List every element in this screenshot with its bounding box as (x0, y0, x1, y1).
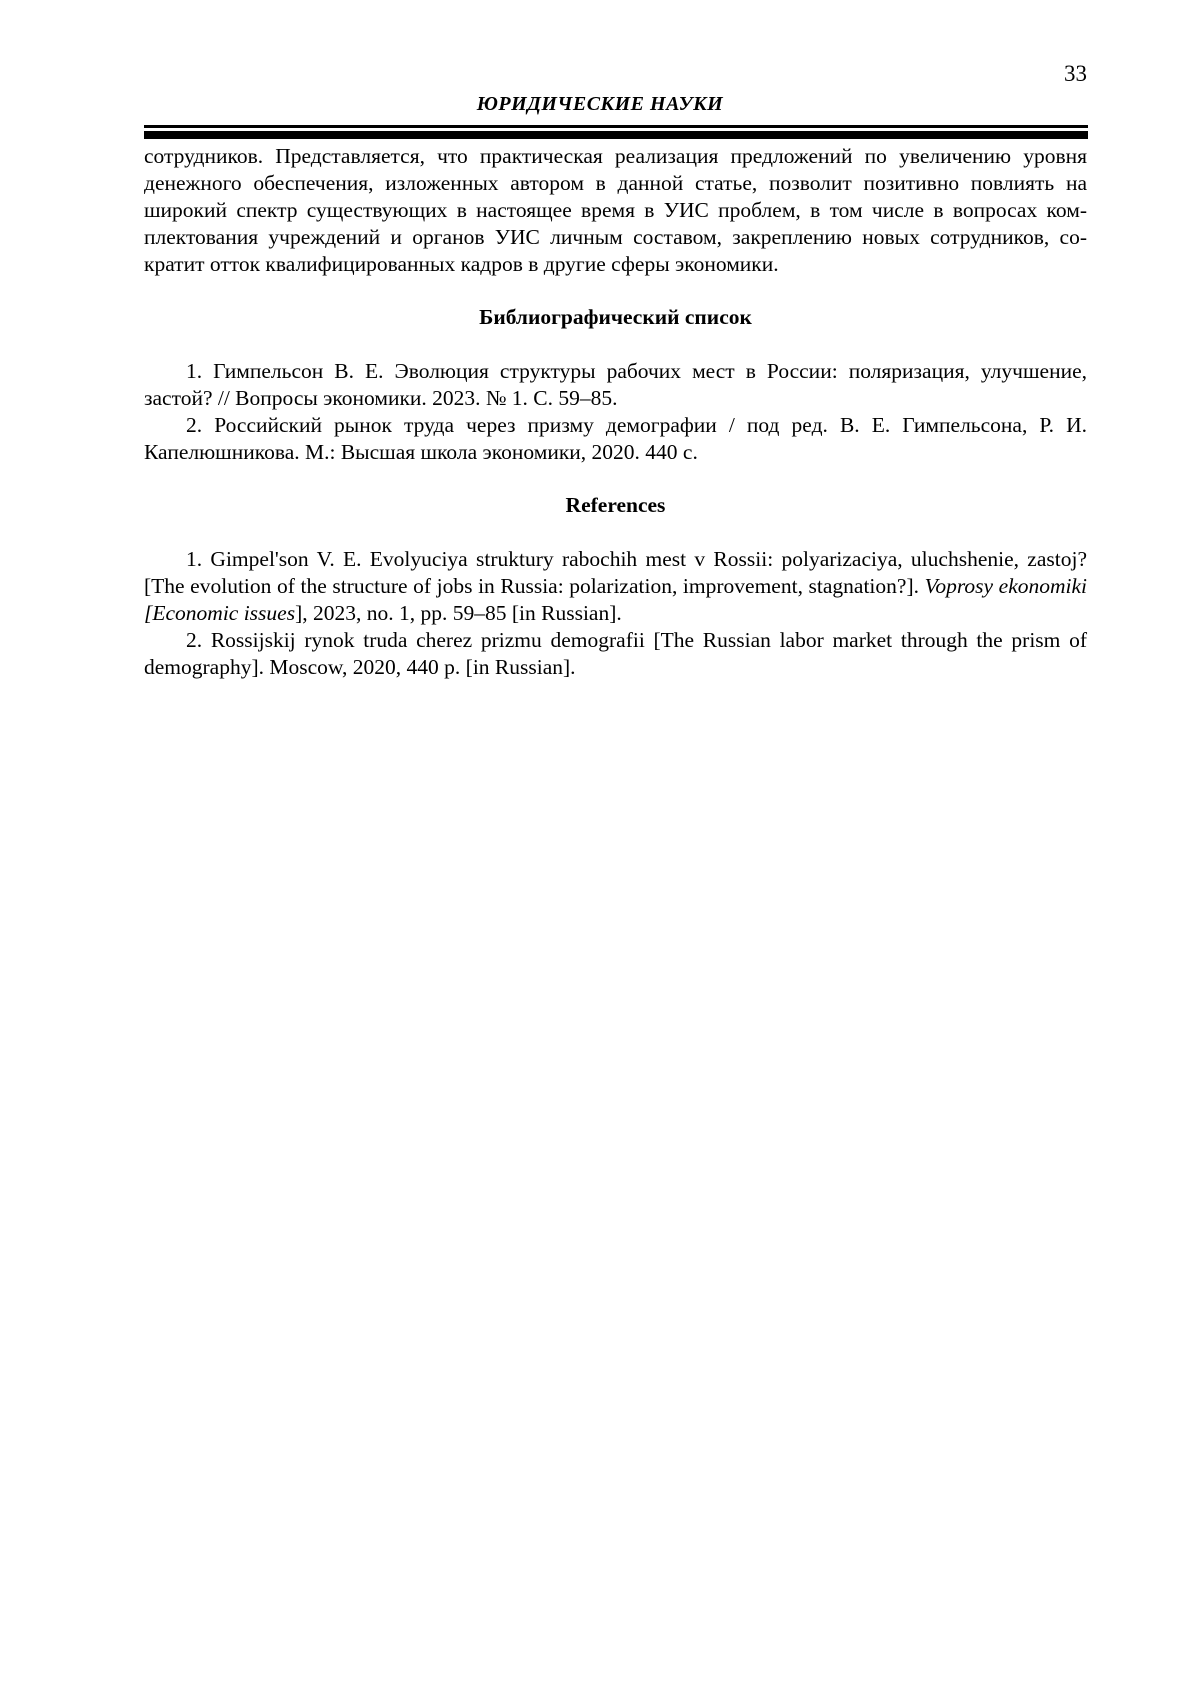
body-paragraph: сотрудников. Представляется, что практическая реализация предложений по увеличению уровня денежного обеспечения, изложенных автором в данной статье, позволит позитивно повлиять на широкий спектр существующих в настоящее время в УИС проблем, в том числе в вопросах комплектования учреждений и органов УИС личным составом, закреплению новых сотрудников, сократит отток квалифицированных кадров в другие сферы экономики. (144, 144, 1087, 276)
bibliography-item-2: 2. Российский рынок труда через призму демографии / под ред. В. Е. Гимпельсона, Р. И. Капелюшникова. М.: Высшая школа экономики, 2020. 440 с. (144, 413, 1087, 464)
reference-item-1 (144, 546, 1087, 627)
reference-text-tail: ], 2023, no. 1, pp. 59–85 [in Russian]. (295, 601, 622, 625)
page-content (144, 143, 1087, 681)
page-number: 33 (1064, 61, 1087, 86)
bibliography-item-1: 1. Гимпельсон В. Е. Эволюция структуры рабочих мест в России: поляризация, улучшение, застой? // Вопросы экономики. 2023. № 1. С. 59–85. (144, 359, 1087, 410)
bibliography-heading: Библиографический список (479, 305, 752, 329)
references-heading: References (565, 493, 666, 517)
journal-title-italic: Voprosy ekonomiki [Economic issues (144, 574, 1087, 625)
running-head: ЮРИДИЧЕСКИЕ НАУКИ (476, 93, 724, 115)
header-rule-divider (144, 125, 1088, 139)
reference-text-lead: 1. Gimpel'son V. E. Evolyuciya struktury rabochih mest v Rossii: polyarizaciya, uluchshenie, zastoj? [The evolution of the structure of jobs in Russia: polarization, improvement, stagnation?]. (144, 547, 1087, 598)
reference-item-2: 2. Rossijskij rynok truda cherez prizmu demografii [The Russian labor market through the prism of demography]. Moscow, 2020, 440 p. [in Russian]. (144, 628, 1087, 679)
